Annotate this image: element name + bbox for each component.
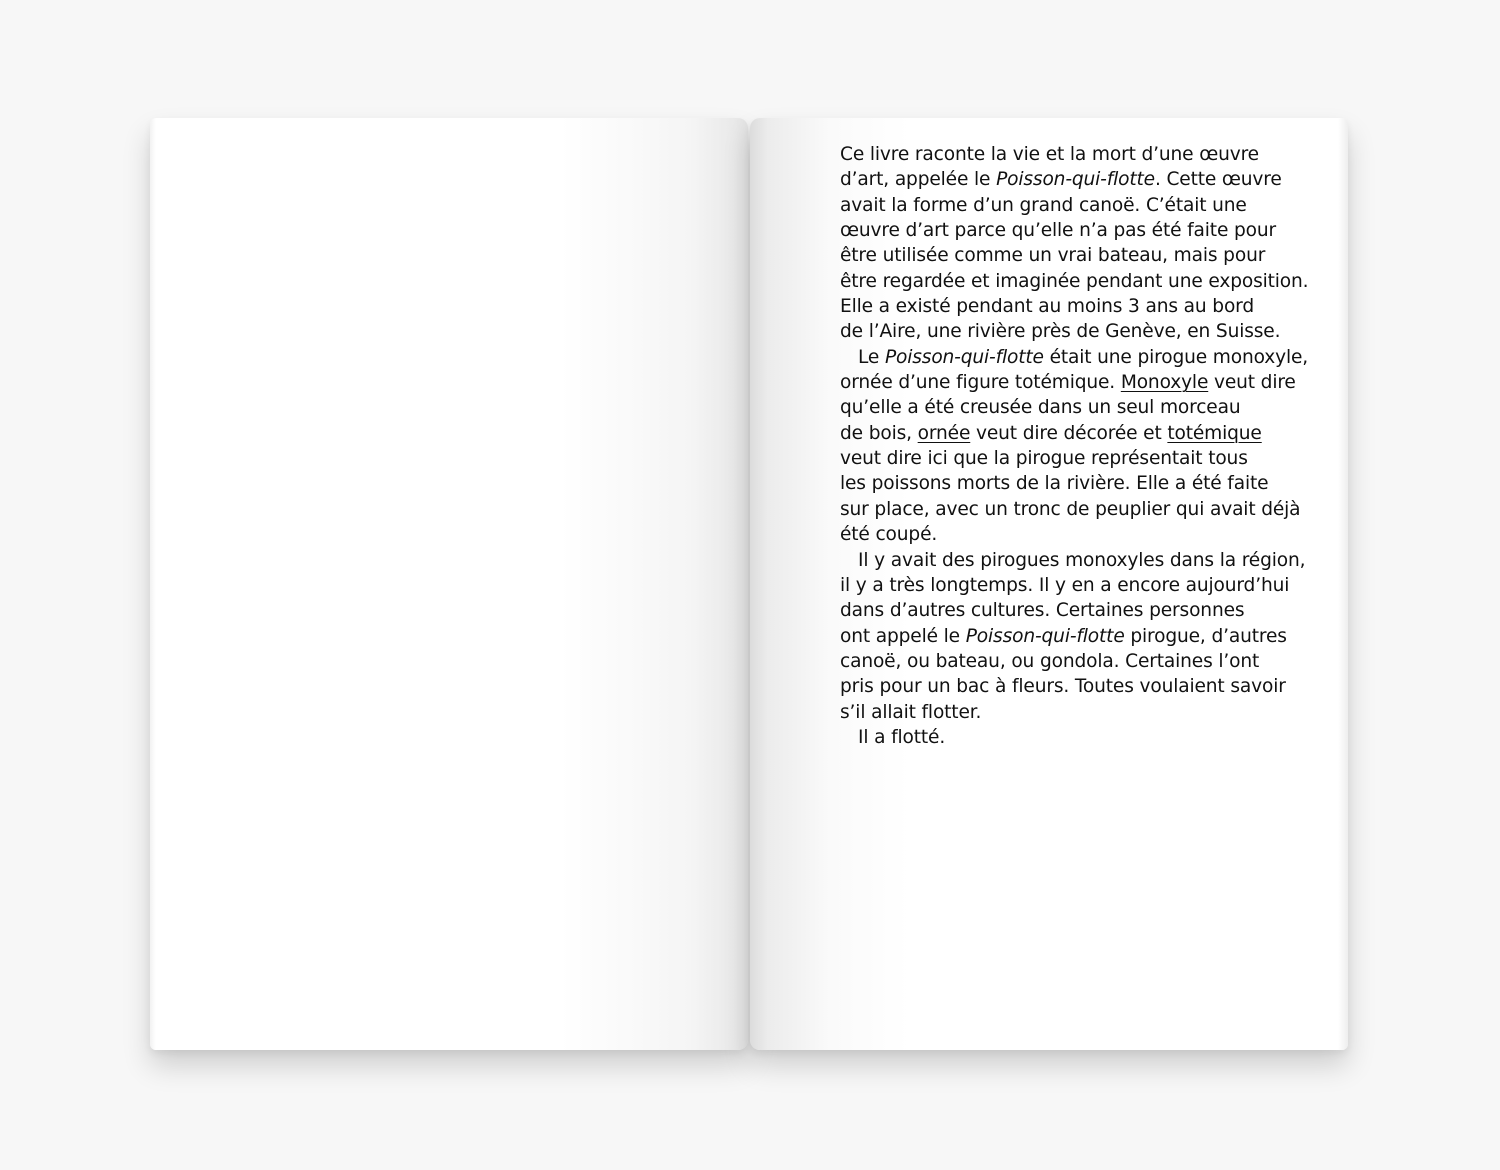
text-line: sur place, avec un tronc de peuplier qui avait déjà [840, 498, 1301, 520]
book-spread [150, 118, 1348, 1050]
text-line: été coupé. [840, 524, 938, 546]
text-line: ont appelé le Poisson-qui-flotte pirogue, d’autres [840, 625, 1287, 647]
text-line: s’il allait flotter. [840, 701, 982, 723]
artwork-title: Poisson-qui-flotte [965, 625, 1125, 647]
text-line: ornée d’une figure totémique. Monoxyle veut dire [840, 372, 1296, 394]
body-text [840, 142, 1320, 750]
right-page [750, 118, 1348, 1050]
artwork-title: Poisson-qui-flotte [884, 346, 1044, 368]
underlined-term: Monoxyle [1120, 372, 1209, 394]
text-line: être regardée et imaginée pendant une exposition. [840, 270, 1309, 292]
text-line: canoë, ou bateau, ou gondola. Certaines l’ont [840, 650, 1260, 672]
text-line: veut dire ici que la pirogue représentait tous [840, 448, 1248, 470]
text-line: œuvre d’art parce qu’elle n’a pas été faite pour [840, 220, 1276, 242]
text-line: de bois, ornée veut dire décorée et totémique [840, 422, 1262, 444]
text-line: être utilisée comme un vrai bateau, mais pour [840, 245, 1266, 267]
text-line: dans d’autres cultures. Certaines personnes [840, 600, 1245, 622]
text-line: Ce livre raconte la vie et la mort d’une œuvre [840, 144, 1259, 165]
text-line: pris pour un bac à fleurs. Toutes voulaient savoir [840, 676, 1286, 698]
text-line: Il a flotté. [858, 726, 946, 748]
left-page [150, 118, 748, 1050]
text-line: de l’Aire, une rivière près de Genève, en Suisse. [840, 321, 1281, 343]
artwork-title: Poisson-qui-flotte [996, 169, 1155, 191]
text-line: avait la forme d’un grand canoë. C’était une [840, 194, 1247, 216]
text-line: il y a très longtemps. Il y en a encore aujourd’hui [840, 574, 1290, 596]
text-line: qu’elle a été creusée dans un seul morceau [840, 397, 1241, 419]
underlined-term: ornée [917, 422, 971, 444]
text-line: Le Poisson-qui-flotte était une pirogue monoxyle, [858, 346, 1309, 368]
text-line: Il y avait des pirogues monoxyles dans la région, [858, 549, 1306, 571]
text-line: les poissons morts de la rivière. Elle a été faite [840, 473, 1269, 495]
text-line: d’art, appelée le Poisson-qui-flotte. Cette œuvre [840, 169, 1282, 191]
text-line: Elle a existé pendant au moins 3 ans au bord [840, 296, 1254, 318]
underlined-term: totémique [1167, 422, 1262, 444]
